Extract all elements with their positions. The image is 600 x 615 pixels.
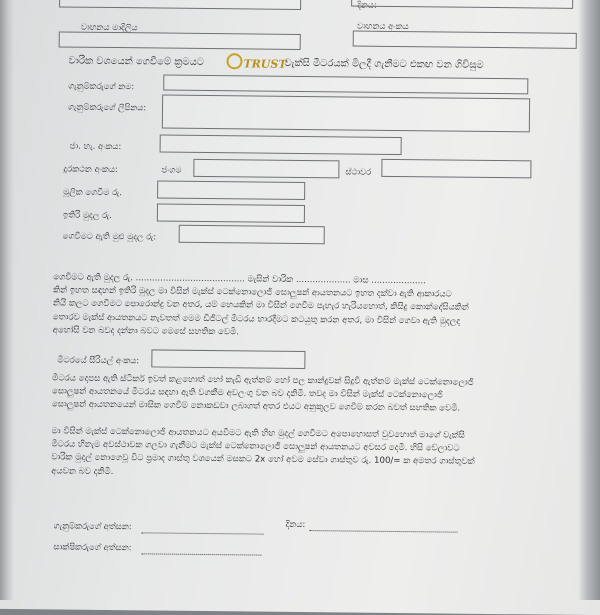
buyer-address-label: ගැනුම්කරුගේ ලිපිනය: [67,102,147,114]
vehicle-number-field[interactable] [353,31,577,49]
date-field[interactable] [351,0,573,9]
buyer-signature-line[interactable] [142,532,264,534]
remaining-amount-field[interactable] [157,203,305,223]
paragraph-line: ගෙවීමට ඇති මුදල රු. ........................................ මැසින් වාරික .................... මාස .................... [53,272,426,287]
vehicle-number-label: වාහනය අංකය [356,21,409,33]
initial-payment-label: මූලික ගෙවීම රු. [63,187,122,199]
paragraph-line: වාරික මුදල් නොගෙවූ විට ප්‍රමාද ගාස්තු වශයෙන් මසකට 2x හෝ අවම සේවා ගාස්තුව රු. 100/= ක අමතර ගාස්තුවක් [51,452,475,468]
phone-label: දුරකථන අංකය: [63,164,118,176]
paragraph-line: මීටරය හිනැම අවස්ථාවක ගලවා ගැනීමට මැක්ස් ටෙක්නොලොජි සොලුෂන් ආයතනයට අවසර දෙමි. හිසි වේලාවට [51,439,460,454]
paragraph-line: අහෝසි වන බවද දන්නා බවට මෙසේ සහතික වෙමි. [52,325,240,338]
paragraph-line: මීටරය දෙපස ඇති ස්ටිකර් ඉවත් කළහොත් හෝ කැඩී ඇත්නම් හෝ පල කාන්දුවක් සිදුවී ඇත්නම් මැක්ස් ටෙක්නොලොජි [52,373,474,388]
landline-field[interactable] [381,159,531,179]
buyer-address-field[interactable] [162,95,530,133]
paragraph-line: නියි කලට ගෙවීමට පොරොන්දු වන අතර, යම් හෙයකින් මා විසින් ගෙවීම පැහැර හැරියහොත්, කිසිදු කොන්දේසියකින් [52,298,469,314]
remaining-amount-label: ඉතිරි මුදල රු. [62,210,112,222]
left-edge-shadow [0,0,14,600]
paragraph-line: සොලුෂන් ආයතනයේ මීටරය සඳහා ඇති වගකීම අවලංගු වන බව දනිමි. තවද මා විසින් මැක්ස් ටෙක්නොලොජි [51,386,443,401]
buyer-signature-label: ගැනුම්කරුගේ අත්සන: [53,521,132,533]
paragraph-line: මා විසින් මැක්ස් ටෙක්නොලොජි ආයතනයට අයවීමට ඇති හිඟ මුදල් ගෙවීමට අපොහොසත් වුවහොත් මාගේ වැක්සි [51,426,465,441]
signature-date-line[interactable] [310,530,458,533]
date-label: දිනය: [357,0,377,11]
nic-label: ජා. හැ. අංකය: [69,141,122,153]
trust-logo-text: TRUST [243,57,287,71]
vehicle-model-label: වාහනය මාදිලිය [80,22,138,34]
witness-signature-label: සාක්ෂිකරුගේ අත්සන: [53,542,132,554]
late-payment-paragraph [51,425,557,483]
buyer-name-label: ගැනුම්කරුගේ නම: [68,81,135,93]
vehicle-model-field[interactable] [59,31,301,50]
paragraph-line: කින් ඉහත සඳහන් ඉතිරි මුදල මා විසින් මැක්ස් ටෙක්නොලොජි සොලුෂන් ආයතනයට ඉහත දක්වා ඇති ආකාරයට [53,285,452,300]
title-prefix: වාරික වශයෙන් ගෙවීමේ ක්‍රමයට [68,55,205,68]
paragraph-line: තොරව මැක්ස් ආයතනයට නැවතත් මෙම ඩිජිටල් මීටරය භාරදීමට කටයුතු කරන අතර, මා විසින් ගෙවා ඇති මුදලද [52,312,461,327]
serial-number-label: මීටරයේ සීරියල් අංකය: [57,355,140,367]
signature-date-label: දිනය: [285,519,306,531]
buyer-name-field[interactable] [163,75,528,95]
landline-label: ස්ථාවර [345,167,372,178]
initial-payment-field[interactable] [157,180,305,200]
paragraph-line: අයවන බව දනිමි. [51,466,114,477]
mobile-field[interactable] [193,159,339,179]
witness-signature-line[interactable] [141,553,261,555]
paragraph-line: සොලුෂන් ආයතනයෙන් මාසික ගෙවීම් නොකඩවා ලබාගත් අතර එයට අනුකූලව ගෙවීම් කරන බවත් සහතික වෙමි. [51,399,461,415]
right-edge-shadow [578,0,600,600]
trust-logo-icon [226,53,242,69]
header-left-field[interactable] [59,0,301,10]
nic-field[interactable] [160,135,402,156]
title-suffix: වැක්සි මීටරයක් මිලදී ගැනීමට එකඟ වන ගිවිසුම [284,57,484,71]
total-due-label: ගෙවීමට ඇති මුළු මුදල රු: [62,231,157,243]
warranty-paragraph [52,372,557,417]
total-due-field[interactable] [179,225,325,245]
serial-number-field[interactable] [151,349,305,369]
trust-logo [226,53,286,71]
mobile-label: ජංගම [161,165,182,176]
installment-terms-paragraph [53,271,559,342]
